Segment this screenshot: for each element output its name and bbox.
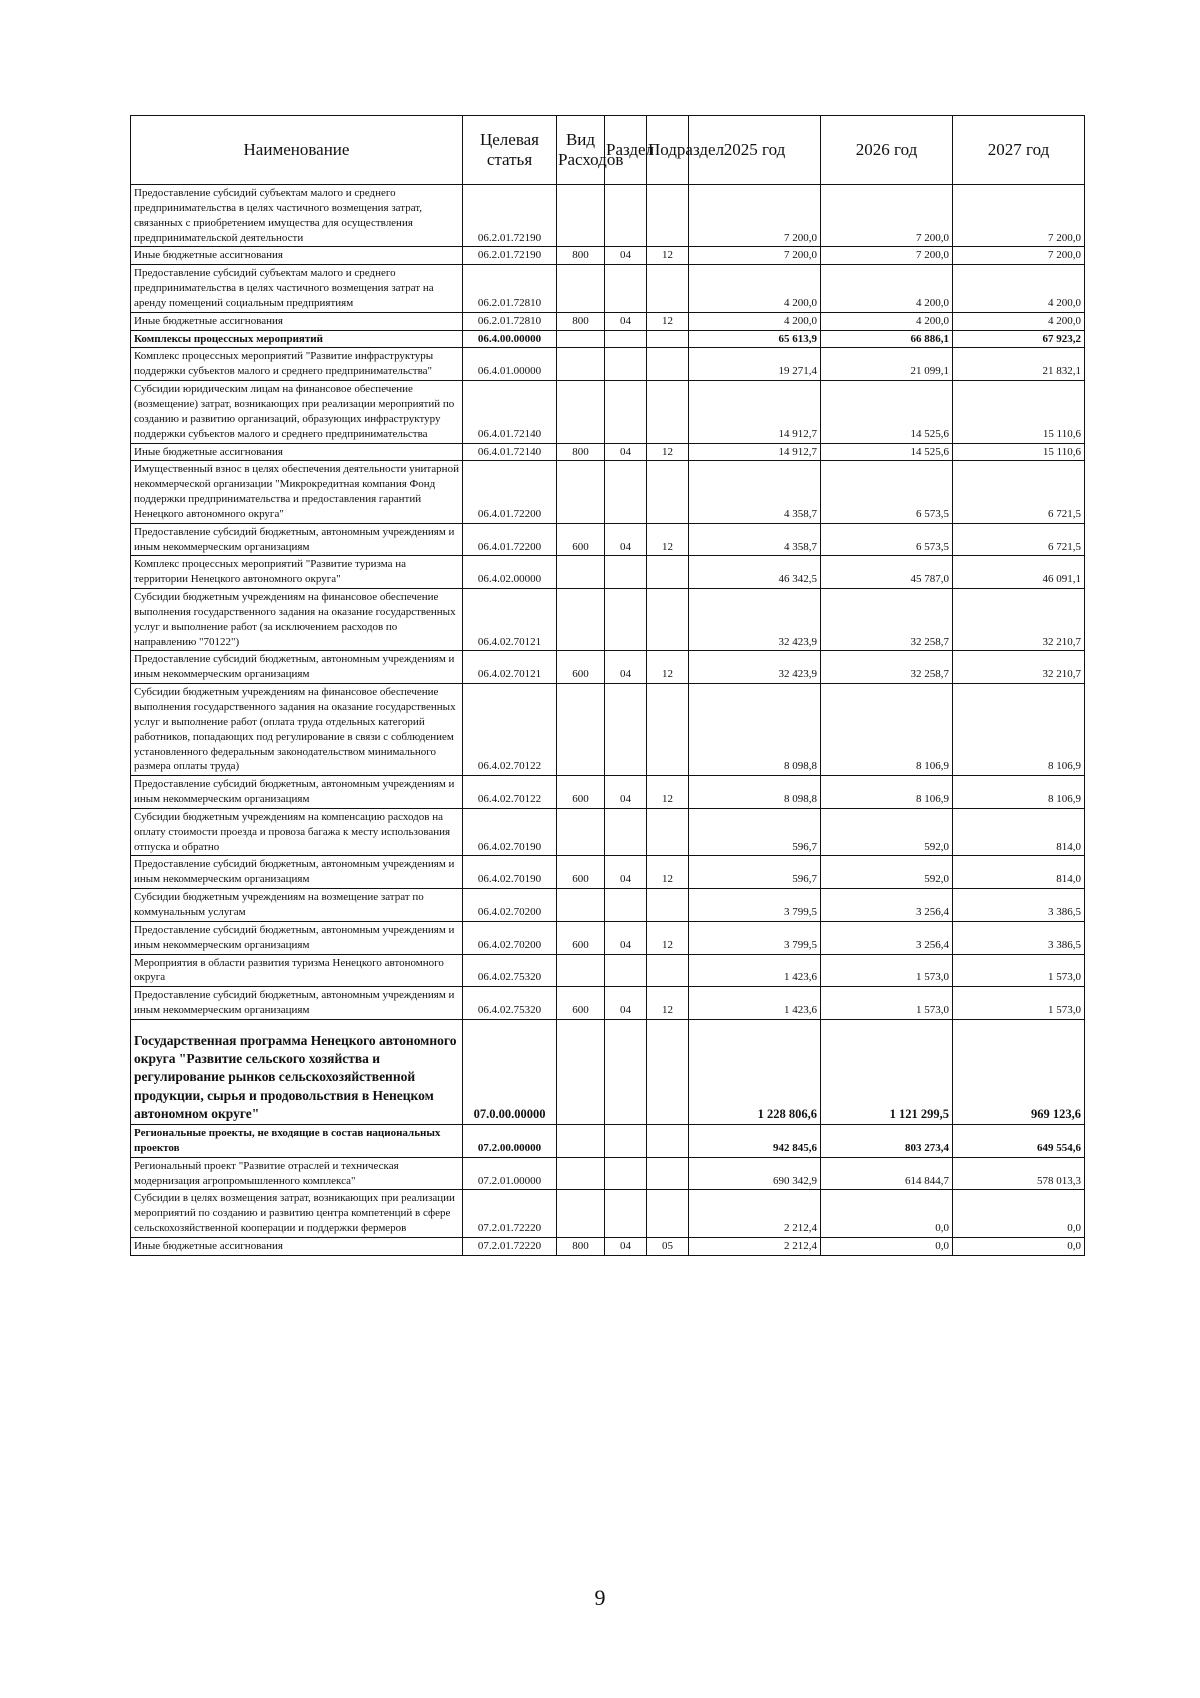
- row-subsection: [647, 808, 689, 856]
- row-amount-2026: 1 121 299,5: [821, 1019, 953, 1124]
- row-expense-type: [557, 461, 605, 523]
- table-row: [131, 1019, 1085, 1124]
- table-row: [131, 808, 1085, 856]
- row-target-article: 06.4.02.70121: [463, 651, 557, 684]
- row-amount-2027: 15 110,6: [953, 443, 1085, 461]
- row-amount-2025: 14 912,7: [689, 381, 821, 443]
- row-expense-type: [557, 889, 605, 922]
- row-amount-2025: 4 200,0: [689, 312, 821, 330]
- row-name: Предоставление субсидий бюджетным, автономным учреждениям и иным некоммерческим организациям: [131, 651, 463, 684]
- row-target-article: 06.4.02.70190: [463, 856, 557, 889]
- row-expense-type: [557, 185, 605, 247]
- row-amount-2026: 592,0: [821, 808, 953, 856]
- row-name: Предоставление субсидий субъектам малого и среднего предпринимательства в целях частичного возмещения затрат, связанных с приобретением имущества для осуществления предпринимательской деятельности: [131, 185, 463, 247]
- table-row: [131, 1157, 1085, 1190]
- row-name: Предоставление субсидий бюджетным, автономным учреждениям и иным некоммерческим организациям: [131, 856, 463, 889]
- row-subsection: [647, 1124, 689, 1157]
- row-section: 04: [605, 443, 647, 461]
- row-amount-2026: 32 258,7: [821, 589, 953, 651]
- row-target-article: 06.4.02.70200: [463, 921, 557, 954]
- table-row: [131, 889, 1085, 922]
- table-row: [131, 556, 1085, 589]
- row-amount-2026: 7 200,0: [821, 185, 953, 247]
- row-subsection: [647, 589, 689, 651]
- row-target-article: 06.4.02.70190: [463, 808, 557, 856]
- row-section: [605, 185, 647, 247]
- row-subsection: [647, 1190, 689, 1238]
- row-name: Предоставление субсидий бюджетным, автономным учреждениям и иным некоммерческим организациям: [131, 921, 463, 954]
- row-expense-type: 600: [557, 987, 605, 1020]
- row-amount-2025: 4 200,0: [689, 265, 821, 313]
- row-target-article: 06.2.01.72190: [463, 185, 557, 247]
- row-amount-2025: 19 271,4: [689, 348, 821, 381]
- row-amount-2027: 21 832,1: [953, 348, 1085, 381]
- row-amount-2025: 1 423,6: [689, 987, 821, 1020]
- table-row: [131, 348, 1085, 381]
- table-row: [131, 1190, 1085, 1238]
- row-section: [605, 1190, 647, 1238]
- row-amount-2026: 0,0: [821, 1237, 953, 1255]
- row-section: [605, 461, 647, 523]
- table-row: [131, 461, 1085, 523]
- row-target-article: 06.2.01.72190: [463, 247, 557, 265]
- row-amount-2026: 8 106,9: [821, 776, 953, 809]
- table-row: [131, 265, 1085, 313]
- row-amount-2026: 1 573,0: [821, 987, 953, 1020]
- row-subsection: [647, 330, 689, 348]
- row-target-article: 06.4.02.70121: [463, 589, 557, 651]
- table-row: [131, 651, 1085, 684]
- row-amount-2026: 8 106,9: [821, 684, 953, 776]
- table-row: [131, 589, 1085, 651]
- row-amount-2027: 1 573,0: [953, 954, 1085, 987]
- row-name: Государственная программа Ненецкого автономного округа "Развитие сельского хозяйства и регулирование рынков сельскохозяйственной продукции, сырья и продовольствия в Ненецком автономном округе": [131, 1019, 463, 1124]
- row-expense-type: 800: [557, 443, 605, 461]
- row-expense-type: [557, 589, 605, 651]
- table-row: [131, 247, 1085, 265]
- header-expense-type: Вид Расходов: [557, 116, 605, 185]
- row-amount-2026: 7 200,0: [821, 247, 953, 265]
- row-amount-2025: 7 200,0: [689, 247, 821, 265]
- row-name: Субсидии юридическим лицам на финансовое обеспечение (возмещение) затрат, возникающих при реализации мероприятий по созданию и развитию организаций, образующих инфраструктуру поддержки субъектов малого и среднего предпринимательства: [131, 381, 463, 443]
- row-expense-type: 600: [557, 856, 605, 889]
- row-amount-2027: 0,0: [953, 1237, 1085, 1255]
- row-subsection: [647, 556, 689, 589]
- row-amount-2026: 4 200,0: [821, 312, 953, 330]
- row-section: [605, 808, 647, 856]
- row-expense-type: 600: [557, 651, 605, 684]
- row-amount-2027: 46 091,1: [953, 556, 1085, 589]
- table-row: [131, 381, 1085, 443]
- row-expense-type: 800: [557, 312, 605, 330]
- row-target-article: 06.4.02.00000: [463, 556, 557, 589]
- row-section: [605, 265, 647, 313]
- row-expense-type: [557, 1190, 605, 1238]
- row-amount-2027: 578 013,3: [953, 1157, 1085, 1190]
- row-amount-2026: 66 886,1: [821, 330, 953, 348]
- row-target-article: 06.4.02.75320: [463, 954, 557, 987]
- row-amount-2025: 14 912,7: [689, 443, 821, 461]
- row-section: 04: [605, 776, 647, 809]
- row-section: 04: [605, 247, 647, 265]
- row-expense-type: [557, 348, 605, 381]
- header-year-2027: 2027 год: [953, 116, 1085, 185]
- row-subsection: 12: [647, 523, 689, 556]
- row-amount-2027: 649 554,6: [953, 1124, 1085, 1157]
- table-row: [131, 1124, 1085, 1157]
- row-expense-type: 600: [557, 523, 605, 556]
- row-section: [605, 684, 647, 776]
- row-amount-2026: 4 200,0: [821, 265, 953, 313]
- row-expense-type: [557, 1124, 605, 1157]
- header-target-article: Целевая статья: [463, 116, 557, 185]
- row-amount-2027: 4 200,0: [953, 312, 1085, 330]
- row-subsection: [647, 381, 689, 443]
- row-section: 04: [605, 523, 647, 556]
- row-subsection: 05: [647, 1237, 689, 1255]
- row-amount-2027: 4 200,0: [953, 265, 1085, 313]
- row-amount-2025: 46 342,5: [689, 556, 821, 589]
- row-name: Иные бюджетные ассигнования: [131, 443, 463, 461]
- row-amount-2027: 15 110,6: [953, 381, 1085, 443]
- row-amount-2027: 8 106,9: [953, 776, 1085, 809]
- row-name: Предоставление субсидий бюджетным, автономным учреждениям и иным некоммерческим организациям: [131, 776, 463, 809]
- row-subsection: [647, 954, 689, 987]
- row-amount-2025: 4 358,7: [689, 461, 821, 523]
- row-amount-2027: 6 721,5: [953, 523, 1085, 556]
- row-amount-2025: 4 358,7: [689, 523, 821, 556]
- page-number: 9: [594, 1585, 606, 1610]
- row-name: Иные бюджетные ассигнования: [131, 312, 463, 330]
- row-amount-2027: 8 106,9: [953, 684, 1085, 776]
- row-amount-2027: 7 200,0: [953, 185, 1085, 247]
- row-expense-type: 800: [557, 1237, 605, 1255]
- row-expense-type: [557, 684, 605, 776]
- row-section: [605, 889, 647, 922]
- row-amount-2027: 3 386,5: [953, 921, 1085, 954]
- row-subsection: 12: [647, 776, 689, 809]
- row-target-article: 06.4.01.72200: [463, 523, 557, 556]
- row-amount-2027: 814,0: [953, 808, 1085, 856]
- row-amount-2025: 3 799,5: [689, 921, 821, 954]
- row-target-article: 06.4.02.75320: [463, 987, 557, 1020]
- row-amount-2026: 14 525,6: [821, 443, 953, 461]
- row-name: Комплекс процессных мероприятий "Развитие туризма на территории Ненецкого автономного округа": [131, 556, 463, 589]
- header-year-2026: 2026 год: [821, 116, 953, 185]
- row-amount-2025: 32 423,9: [689, 651, 821, 684]
- row-name: Комплекс процессных мероприятий "Развитие инфраструктуры поддержки субъектов малого и среднего предпринимательства": [131, 348, 463, 381]
- row-target-article: 06.4.02.70122: [463, 684, 557, 776]
- row-target-article: 07.0.00.00000: [463, 1019, 557, 1124]
- row-expense-type: 600: [557, 776, 605, 809]
- table-row: [131, 684, 1085, 776]
- row-amount-2026: 592,0: [821, 856, 953, 889]
- table-header-row: [131, 116, 1085, 185]
- row-amount-2027: 67 923,2: [953, 330, 1085, 348]
- row-name: Региональный проект "Развитие отраслей и техническая модернизация агропромышленного комплекса": [131, 1157, 463, 1190]
- table-row: [131, 443, 1085, 461]
- row-amount-2026: 614 844,7: [821, 1157, 953, 1190]
- row-subsection: 12: [647, 312, 689, 330]
- row-amount-2025: 596,7: [689, 856, 821, 889]
- row-target-article: 07.2.01.00000: [463, 1157, 557, 1190]
- row-amount-2026: 803 273,4: [821, 1124, 953, 1157]
- row-amount-2025: 1 423,6: [689, 954, 821, 987]
- row-name: Имущественный взнос в целях обеспечения деятельности унитарной некоммерческой организации "Микрокредитная компания Фонд поддержки предпринимательства и предоставления гарантий Ненецкого автономного округа": [131, 461, 463, 523]
- row-section: [605, 1019, 647, 1124]
- row-subsection: 12: [647, 856, 689, 889]
- row-target-article: 06.4.02.70200: [463, 889, 557, 922]
- table-row: [131, 921, 1085, 954]
- row-expense-type: [557, 381, 605, 443]
- row-expense-type: [557, 954, 605, 987]
- budget-table: [130, 115, 1085, 1256]
- row-section: 04: [605, 921, 647, 954]
- row-subsection: [647, 684, 689, 776]
- row-name: Мероприятия в области развития туризма Ненецкого автономного округа: [131, 954, 463, 987]
- row-expense-type: [557, 808, 605, 856]
- row-name: Субсидии бюджетным учреждениям на компенсацию расходов на оплату стоимости проезда и провоза багажа к месту использования отпуска и обратно: [131, 808, 463, 856]
- row-amount-2026: 3 256,4: [821, 921, 953, 954]
- row-amount-2025: 2 212,4: [689, 1190, 821, 1238]
- row-name: Иные бюджетные ассигнования: [131, 247, 463, 265]
- row-section: 04: [605, 987, 647, 1020]
- header-subsection: Подраздел: [647, 116, 689, 185]
- row-subsection: 12: [647, 921, 689, 954]
- row-target-article: 06.4.01.72200: [463, 461, 557, 523]
- row-target-article: 07.2.00.00000: [463, 1124, 557, 1157]
- table-row: [131, 1237, 1085, 1255]
- row-amount-2025: 8 098,8: [689, 684, 821, 776]
- row-amount-2027: 0,0: [953, 1190, 1085, 1238]
- row-name: Предоставление субсидий бюджетным, автономным учреждениям и иным некоммерческим организациям: [131, 523, 463, 556]
- row-amount-2027: 1 573,0: [953, 987, 1085, 1020]
- table-row: [131, 330, 1085, 348]
- header-name: Наименование: [131, 116, 463, 185]
- row-amount-2027: 969 123,6: [953, 1019, 1085, 1124]
- row-target-article: 06.4.01.72140: [463, 443, 557, 461]
- row-subsection: 12: [647, 651, 689, 684]
- row-name: Субсидии в целях возмещения затрат, возникающих при реализации мероприятий по созданию и развитию центра компетенций в сфере сельскохозяйственной кооперации и поддержки фермеров: [131, 1190, 463, 1238]
- row-expense-type: [557, 556, 605, 589]
- row-amount-2027: 3 386,5: [953, 889, 1085, 922]
- table-row: [131, 185, 1085, 247]
- row-subsection: [647, 265, 689, 313]
- row-target-article: 07.2.01.72220: [463, 1190, 557, 1238]
- row-amount-2027: 32 210,7: [953, 651, 1085, 684]
- row-expense-type: [557, 265, 605, 313]
- row-amount-2026: 6 573,5: [821, 523, 953, 556]
- row-amount-2026: 0,0: [821, 1190, 953, 1238]
- row-section: [605, 381, 647, 443]
- row-subsection: [647, 889, 689, 922]
- row-amount-2025: 596,7: [689, 808, 821, 856]
- row-subsection: [647, 348, 689, 381]
- row-expense-type: [557, 1157, 605, 1190]
- row-amount-2026: 32 258,7: [821, 651, 953, 684]
- row-target-article: 06.4.00.00000: [463, 330, 557, 348]
- row-amount-2025: 65 613,9: [689, 330, 821, 348]
- row-subsection: 12: [647, 987, 689, 1020]
- row-amount-2025: 1 228 806,6: [689, 1019, 821, 1124]
- row-target-article: 06.2.01.72810: [463, 265, 557, 313]
- row-amount-2027: 7 200,0: [953, 247, 1085, 265]
- row-name: Комплексы процессных мероприятий: [131, 330, 463, 348]
- row-section: 04: [605, 651, 647, 684]
- table-body: [131, 185, 1085, 1256]
- row-name: Субсидии бюджетным учреждениям на финансовое обеспечение выполнения государственного задания на оказание государственных услуг и выполнение работ (оплата труда отдельных категорий работников, попадающих под регулирование в связи с соблюдением установленного федеральным законодательством минимального размера оплаты труда): [131, 684, 463, 776]
- row-name: Предоставление субсидий бюджетным, автономным учреждениям и иным некоммерческим организациям: [131, 987, 463, 1020]
- row-name: Региональные проекты, не входящие в состав национальных проектов: [131, 1124, 463, 1157]
- row-name: Субсидии бюджетным учреждениям на возмещение затрат по коммунальным услугам: [131, 889, 463, 922]
- table-row: [131, 954, 1085, 987]
- row-expense-type: 600: [557, 921, 605, 954]
- table-row: [131, 312, 1085, 330]
- row-amount-2027: 6 721,5: [953, 461, 1085, 523]
- row-amount-2026: 6 573,5: [821, 461, 953, 523]
- row-target-article: 06.4.02.70122: [463, 776, 557, 809]
- header-year-2025: 2025 год: [689, 116, 821, 185]
- row-subsection: [647, 1157, 689, 1190]
- row-amount-2026: 3 256,4: [821, 889, 953, 922]
- row-section: [605, 954, 647, 987]
- row-target-article: 06.4.01.00000: [463, 348, 557, 381]
- table-row: [131, 776, 1085, 809]
- row-section: [605, 589, 647, 651]
- header-section: Раздел: [605, 116, 647, 185]
- row-amount-2026: 45 787,0: [821, 556, 953, 589]
- row-amount-2025: 8 098,8: [689, 776, 821, 809]
- row-amount-2027: 814,0: [953, 856, 1085, 889]
- row-section: 04: [605, 1237, 647, 1255]
- table-row: [131, 987, 1085, 1020]
- row-section: 04: [605, 312, 647, 330]
- row-name: Предоставление субсидий субъектам малого и среднего предпринимательства в целях частичного возмещения затрат на аренду помещений социальным предприятиям: [131, 265, 463, 313]
- row-subsection: [647, 461, 689, 523]
- row-subsection: [647, 1019, 689, 1124]
- row-section: [605, 330, 647, 348]
- row-expense-type: 800: [557, 247, 605, 265]
- row-target-article: 06.4.01.72140: [463, 381, 557, 443]
- row-target-article: 07.2.01.72220: [463, 1237, 557, 1255]
- row-subsection: [647, 185, 689, 247]
- row-subsection: 12: [647, 443, 689, 461]
- row-target-article: 06.2.01.72810: [463, 312, 557, 330]
- row-expense-type: [557, 330, 605, 348]
- row-amount-2025: 690 342,9: [689, 1157, 821, 1190]
- row-section: [605, 1157, 647, 1190]
- row-section: [605, 556, 647, 589]
- row-amount-2026: 14 525,6: [821, 381, 953, 443]
- row-amount-2025: 942 845,6: [689, 1124, 821, 1157]
- row-section: 04: [605, 856, 647, 889]
- row-section: [605, 348, 647, 381]
- row-amount-2025: 7 200,0: [689, 185, 821, 247]
- row-name: Субсидии бюджетным учреждениям на финансовое обеспечение выполнения государственного задания на оказание государственных услуг и выполнение работ (за исключением расходов по направлению "70122"): [131, 589, 463, 651]
- row-amount-2025: 2 212,4: [689, 1237, 821, 1255]
- row-amount-2026: 1 573,0: [821, 954, 953, 987]
- row-amount-2027: 32 210,7: [953, 589, 1085, 651]
- row-amount-2025: 3 799,5: [689, 889, 821, 922]
- row-subsection: 12: [647, 247, 689, 265]
- row-amount-2025: 32 423,9: [689, 589, 821, 651]
- row-expense-type: [557, 1019, 605, 1124]
- table-row: [131, 523, 1085, 556]
- table-row: [131, 856, 1085, 889]
- row-section: [605, 1124, 647, 1157]
- row-amount-2026: 21 099,1: [821, 348, 953, 381]
- row-name: Иные бюджетные ассигнования: [131, 1237, 463, 1255]
